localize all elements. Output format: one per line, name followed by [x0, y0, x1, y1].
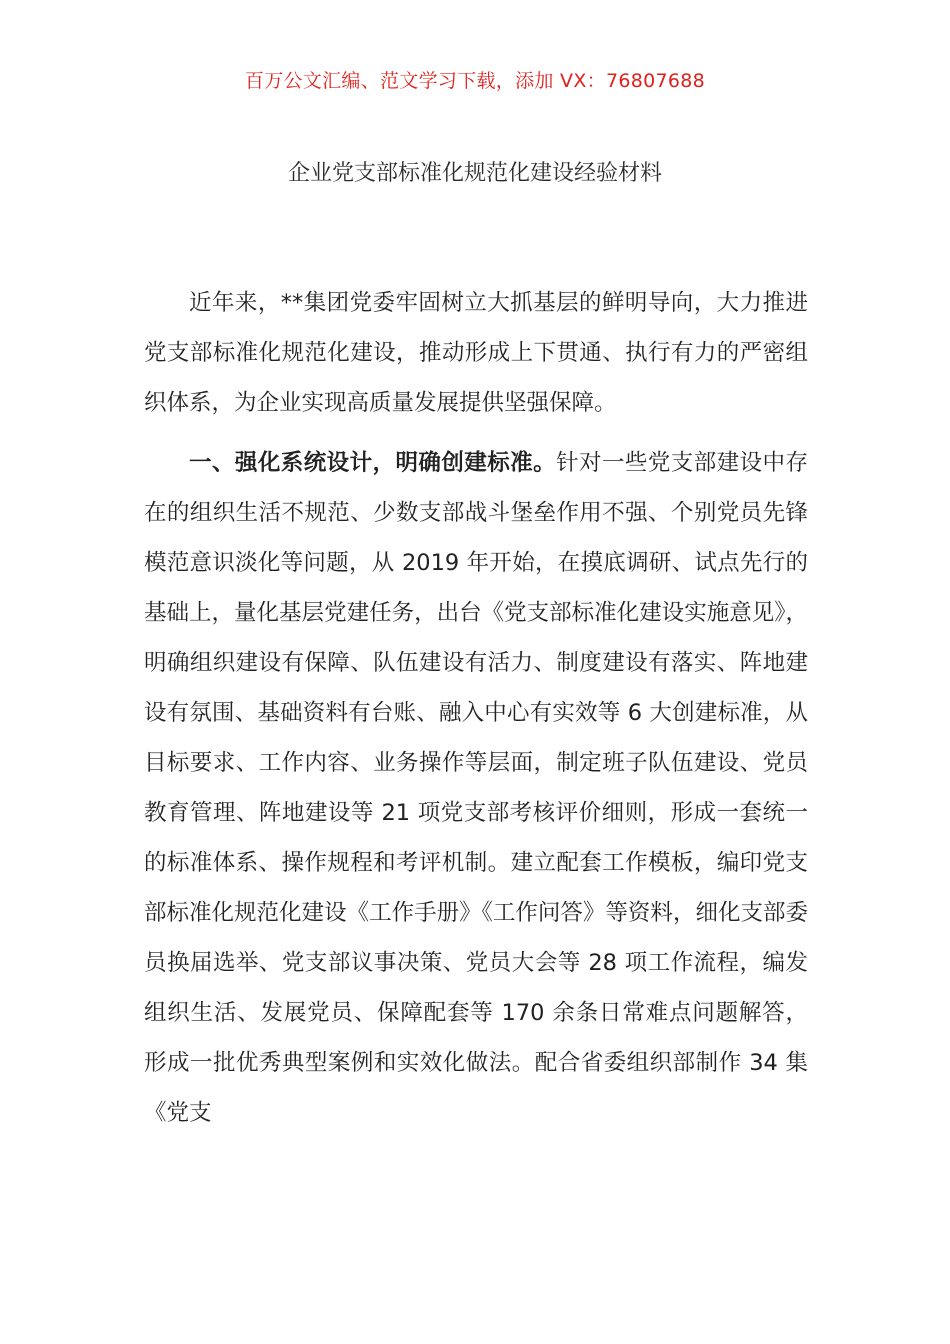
- section-one-heading: 一、强化系统设计，明确创建标准。: [189, 450, 557, 476]
- section-one-text: 针对一些党支部建设中存在的组织生活不规范、少数支部战斗堡垒作用不强、个别党员先锋模范意识淡化等问题，从 2019 年开始，在摸底调研、试点先行的基础上，量化基层党建任务，出台《党支部标准化建设实施意见》，明确组织建设有保障、队伍建设有活力、制度建设有落实、阵地建设有氛围、基础资料有台账、融入中心有实效等 6 大创建标准，从目标要求、工作内容、业务操作等层面，制定班子队伍建设、党员教育管理、阵地建设等 21 项党支部考核评价细则，形成一套统一的标准体系、操作规程和考评机制。建立配套工作模板，编印党支部标准化规范化建设《工作手册》《工作问答》等资料，细化支部委员换届选举、党支部议事决策、党员大会等 28 项工作流程，编发组织生活、发展党员、保障配套等 170 余条日常难点问题解答，形成一批优秀典型案例和实效化做法。配合省委组织部制作 34 集《党支: [144, 450, 808, 1126]
- document-title: 企业党支部标准化规范化建设经验材料: [287, 161, 662, 186]
- paragraph-section-one: [144, 438, 808, 1138]
- header-notice: 百万公文汇编、范文学习下载，添加 VX：76807688: [244, 70, 706, 92]
- paragraph-intro-text: 近年来，**集团党委牢固树立大抓基层的鲜明导向，大力推进党支部标准化规范化建设，推动形成上下贯通、执行有力的严密组织体系，为企业实现高质量发展提供坚强保障。: [144, 290, 808, 416]
- document-body: [144, 278, 808, 1138]
- paragraph-intro: [144, 278, 808, 428]
